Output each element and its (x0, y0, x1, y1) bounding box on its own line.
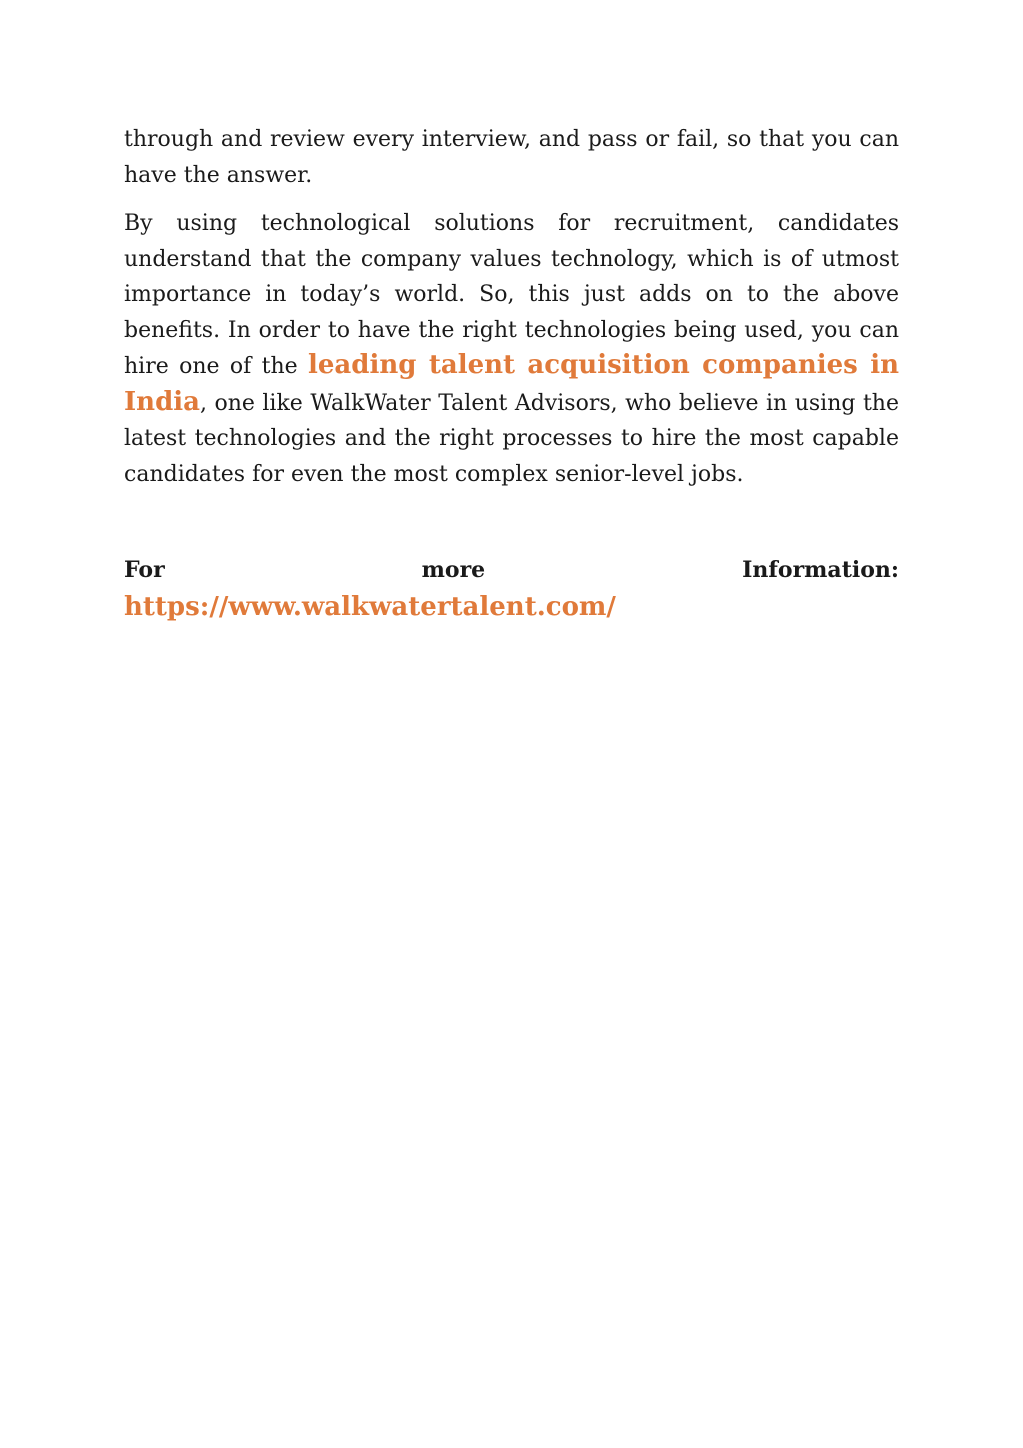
paragraph-technology-text-start: By using technological solutions for recruitment, candidates understand that the company values technology, which is of utmost importance in today’s world. So, this just adds on to the above benefits. In order to have the right technologies being used, you can hire one of the (124, 211, 899, 379)
document-page (124, 122, 899, 626)
paragraph-intro-text: through and review every interview, and pass or fail, so that you can have the answer. (124, 127, 899, 188)
talent-acquisition-link[interactable]: leading talent acquisition companies in India (124, 350, 899, 417)
info-word-more: more (421, 557, 486, 583)
info-word-for: For (124, 557, 165, 583)
info-word-information: Information: (742, 557, 899, 583)
paragraph-technology (124, 206, 899, 492)
more-information-heading (124, 552, 899, 588)
paragraph-intro (124, 122, 899, 193)
website-url-link[interactable]: https://www.walkwatertalent.com/ (124, 592, 616, 622)
paragraph-technology-text-end: , one like WalkWater Talent Advisors, who believe in using the latest technologies and the right processes to hire the most capable candidates for even the most complex senior-level jobs. (124, 390, 899, 487)
